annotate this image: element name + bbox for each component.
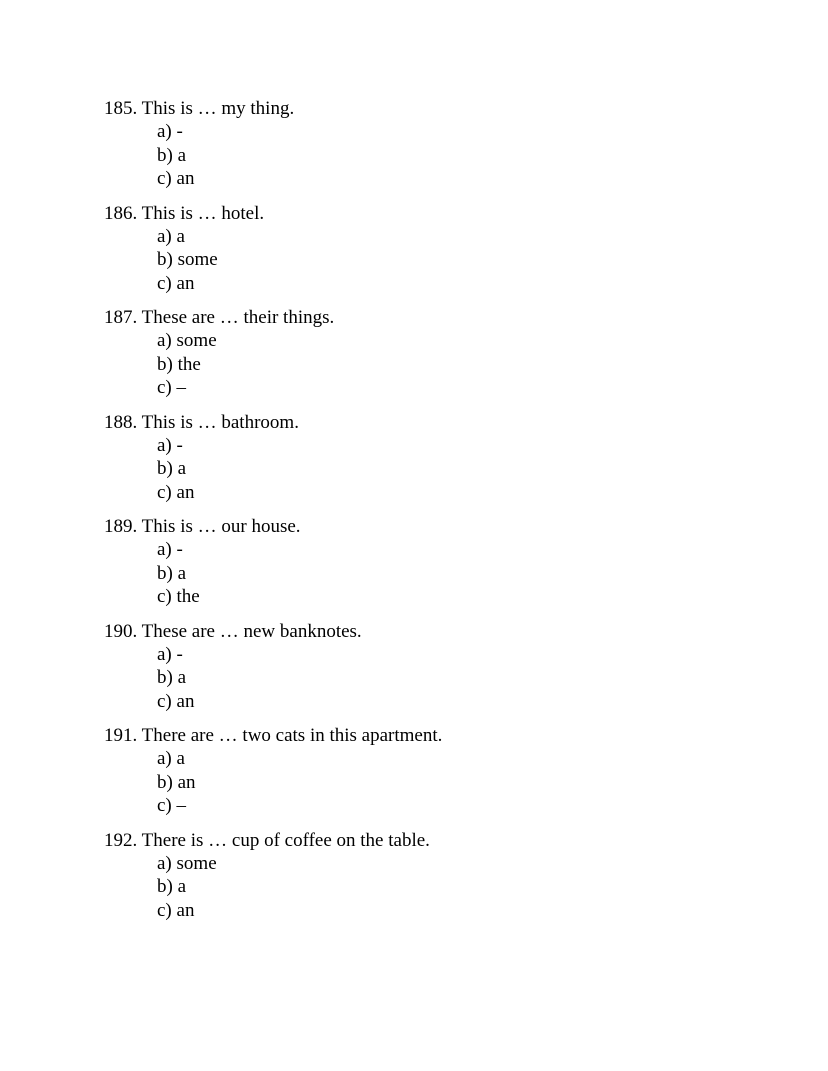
option-letter: a): [157, 852, 172, 874]
question-text: These are … their things.: [141, 307, 335, 328]
option-letter: c): [157, 899, 172, 921]
question-number: 187.: [104, 307, 138, 328]
question-prompt: [104, 620, 784, 643]
option-a: [157, 538, 784, 562]
question-189: [104, 515, 784, 609]
option-b: [157, 666, 784, 690]
option-letter: b): [157, 771, 173, 793]
answer-options: [104, 538, 784, 609]
question-text: This is … hotel.: [141, 202, 265, 224]
option-text: a: [177, 144, 187, 166]
option-letter: c): [157, 168, 172, 189]
option-a: [157, 643, 784, 667]
question-number: 185.: [104, 98, 138, 119]
question-text: There is … cup of coffee on the table.: [141, 829, 430, 851]
option-text: some: [176, 330, 217, 351]
option-c: [157, 167, 784, 191]
option-letter: c): [157, 272, 172, 294]
question-187: [104, 306, 784, 400]
option-text: the: [176, 586, 200, 607]
option-letter: c): [157, 481, 172, 503]
option-letter: b): [157, 562, 173, 584]
question-text: This is … our house.: [141, 516, 301, 537]
option-text: the: [177, 353, 201, 375]
option-text: a: [177, 876, 187, 897]
option-a: [157, 225, 784, 249]
option-letter: b): [157, 144, 173, 166]
option-b: [157, 875, 784, 899]
question-190: [104, 620, 784, 714]
option-a: [157, 434, 784, 458]
answer-options: [104, 329, 784, 400]
option-letter: a): [157, 434, 172, 456]
option-a: [157, 852, 784, 876]
option-c: [157, 690, 784, 714]
option-text: –: [176, 377, 187, 398]
option-letter: a): [157, 539, 172, 560]
question-prompt: [104, 724, 784, 747]
question-prompt: [104, 306, 784, 329]
option-letter: a): [157, 121, 172, 142]
option-a: [157, 329, 784, 353]
option-text: -: [176, 539, 183, 560]
option-letter: c): [157, 586, 172, 607]
option-letter: b): [157, 876, 173, 897]
option-c: [157, 376, 784, 400]
question-prompt: [104, 829, 784, 852]
question-192: [104, 829, 784, 923]
question-text: This is … bathroom.: [141, 411, 299, 433]
option-text: an: [176, 899, 195, 921]
option-letter: c): [157, 377, 172, 398]
question-list: [104, 97, 784, 933]
option-text: -: [176, 121, 183, 142]
answer-options: [104, 643, 784, 714]
option-letter: c): [157, 690, 172, 712]
question-185: [104, 97, 784, 191]
option-text: an: [177, 771, 196, 793]
question-number: 188.: [104, 411, 138, 433]
option-letter: b): [157, 353, 173, 375]
option-letter: a): [157, 748, 172, 769]
option-c: [157, 899, 784, 923]
question-number: 191.: [104, 725, 138, 746]
option-b: [157, 562, 784, 586]
option-c: [157, 794, 784, 818]
question-text: There are … two cats in this apartment.: [141, 725, 443, 746]
question-prompt: [104, 515, 784, 538]
option-letter: b): [157, 458, 173, 479]
option-text: an: [176, 481, 195, 503]
answer-options: [104, 225, 784, 296]
option-letter: b): [157, 249, 173, 270]
option-b: [157, 248, 784, 272]
question-prompt: [104, 202, 784, 225]
option-text: –: [176, 795, 187, 816]
question-number: 186.: [104, 202, 138, 224]
option-text: an: [176, 690, 195, 712]
option-text: -: [176, 434, 183, 456]
answer-options: [104, 434, 784, 505]
question-number: 192.: [104, 829, 138, 851]
option-b: [157, 457, 784, 481]
option-text: an: [176, 272, 195, 294]
question-188: [104, 411, 784, 505]
option-text: a: [177, 667, 187, 688]
option-letter: a): [157, 225, 172, 247]
option-a: [157, 747, 784, 771]
option-letter: b): [157, 667, 173, 688]
question-191: [104, 724, 784, 818]
question-number: 189.: [104, 516, 138, 537]
answer-options: [104, 120, 784, 191]
question-prompt: [104, 97, 784, 120]
option-text: some: [176, 852, 217, 874]
option-text: a: [176, 225, 185, 247]
option-text: an: [176, 168, 195, 189]
answer-options: [104, 747, 784, 818]
question-text: These are … new banknotes.: [141, 620, 362, 642]
option-text: some: [177, 249, 218, 270]
option-c: [157, 585, 784, 609]
question-prompt: [104, 411, 784, 434]
option-letter: c): [157, 795, 172, 816]
option-text: a: [177, 458, 187, 479]
option-c: [157, 272, 784, 296]
option-text: a: [177, 562, 187, 584]
option-b: [157, 771, 784, 795]
option-text: a: [176, 748, 185, 769]
option-text: -: [176, 643, 183, 665]
option-letter: a): [157, 330, 172, 351]
option-b: [157, 144, 784, 168]
answer-options: [104, 852, 784, 923]
question-text: This is … my thing.: [141, 98, 295, 119]
option-b: [157, 353, 784, 377]
question-186: [104, 202, 784, 296]
question-number: 190.: [104, 620, 138, 642]
option-letter: a): [157, 643, 172, 665]
option-c: [157, 481, 784, 505]
option-a: [157, 120, 784, 144]
